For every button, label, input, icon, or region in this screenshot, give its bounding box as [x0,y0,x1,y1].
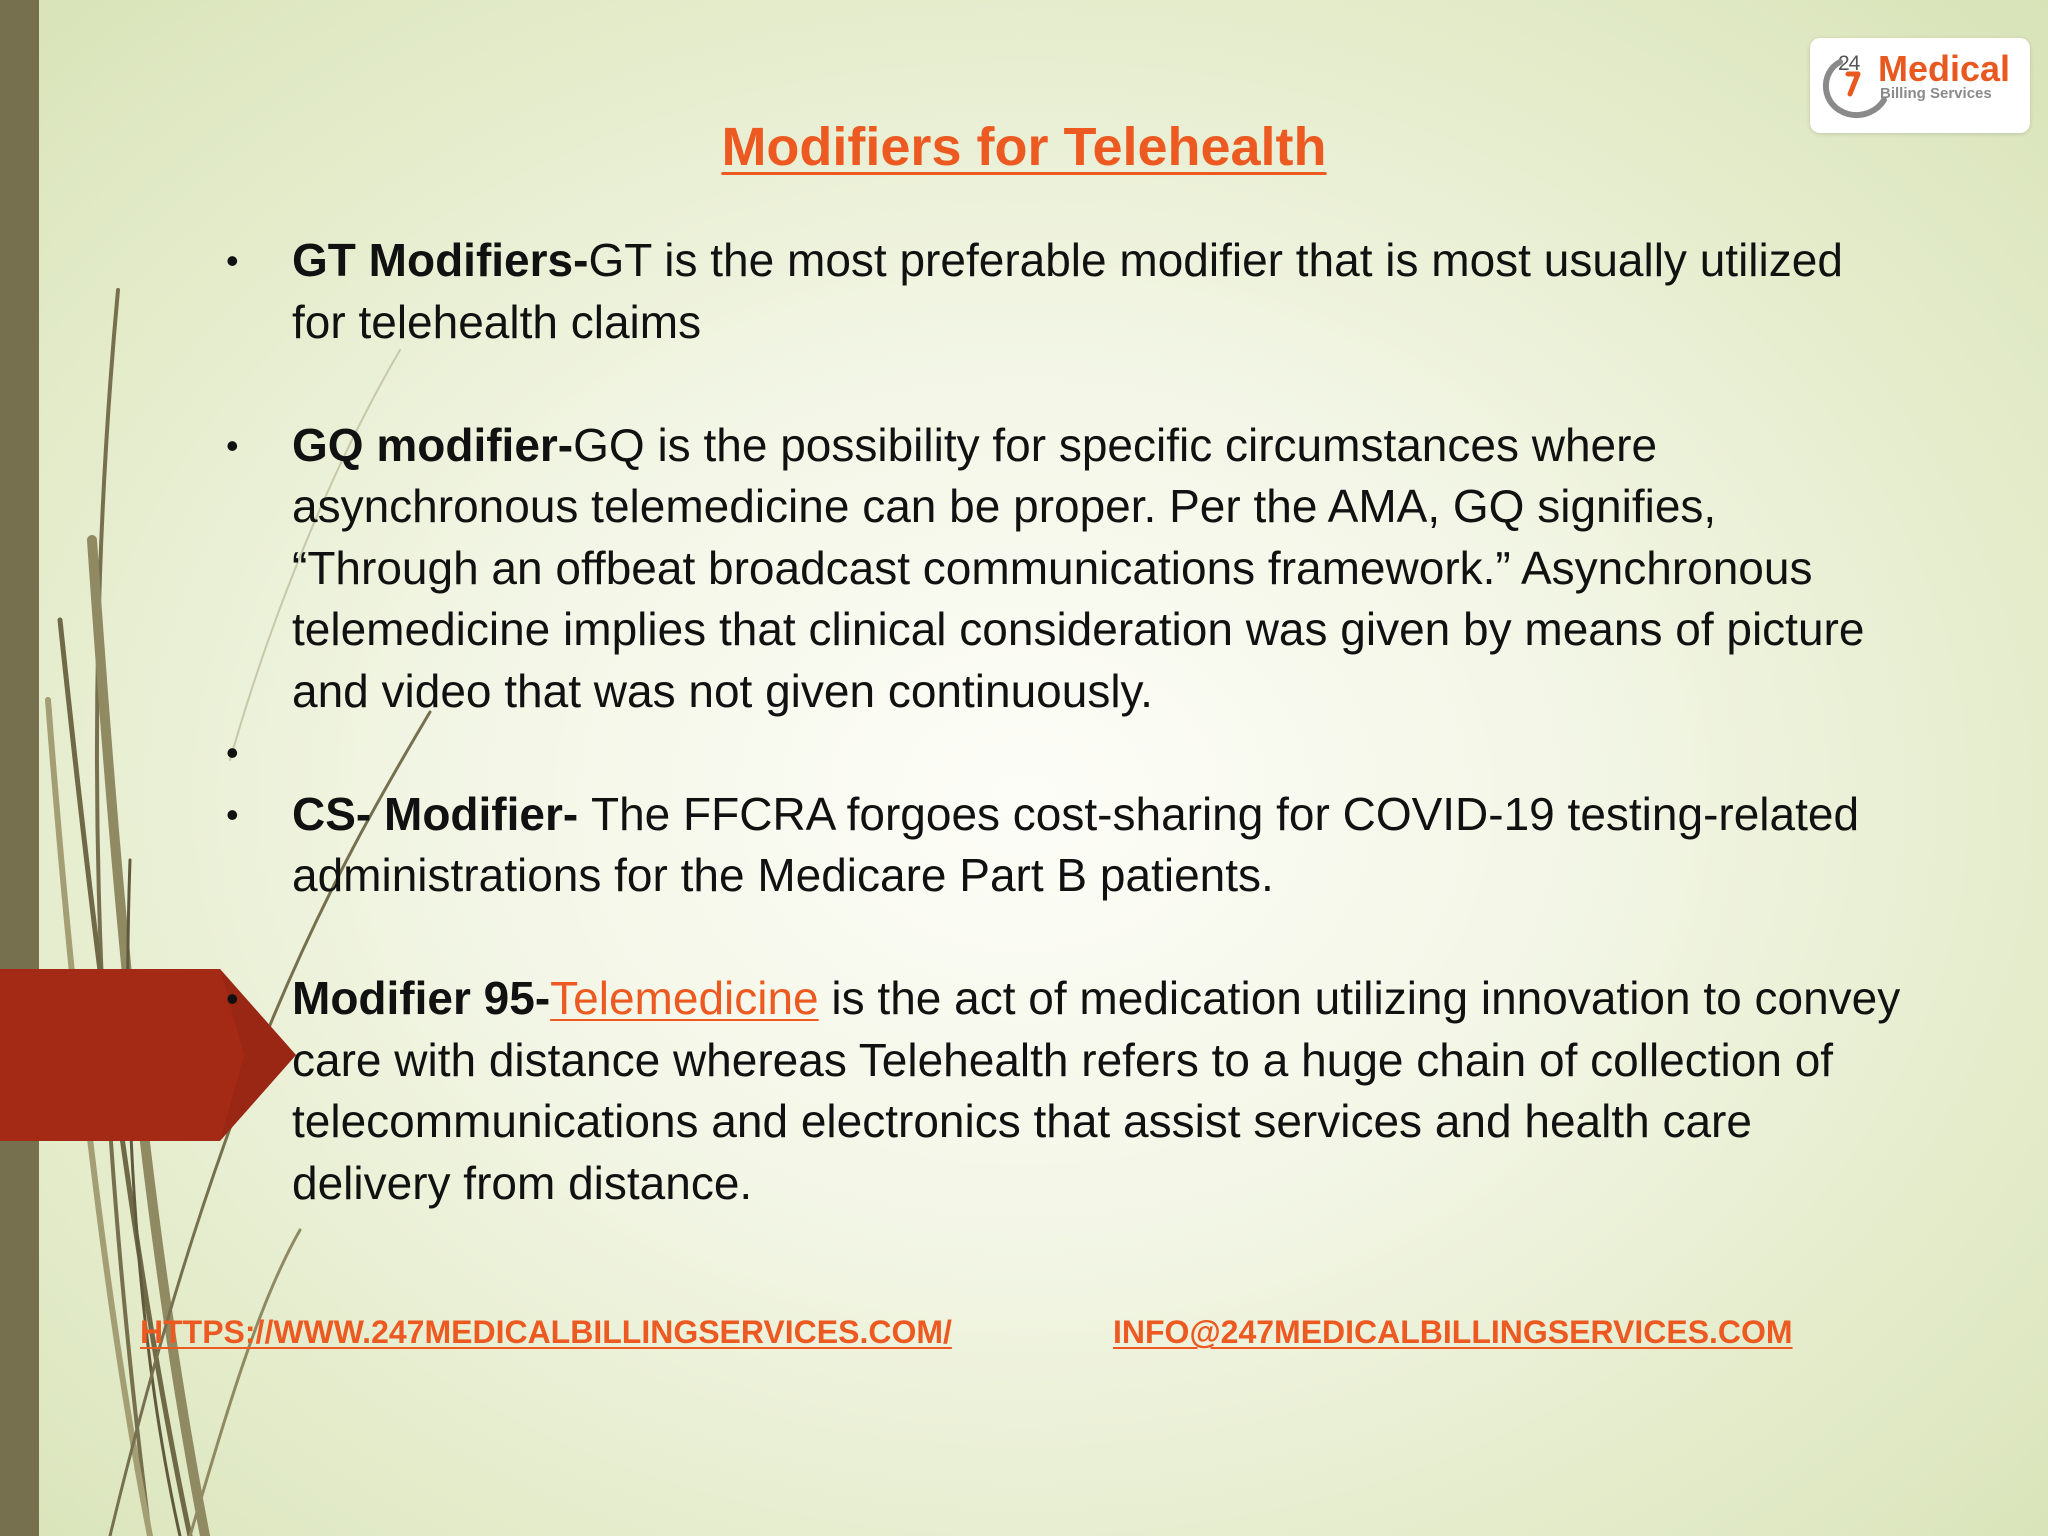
bullet-list [222,230,1902,1214]
bullet-gq-modifier [222,415,1902,723]
logo-subtitle: Billing Services [1880,85,1992,102]
bullet-empty [222,722,1902,784]
website-link[interactable]: HTTPS://WWW.247MEDICALBILLINGSERVICES.COM/ [140,1314,952,1350]
bullet-term: GQ modifier- [292,418,574,471]
bullet-cs-modifier [222,784,1902,907]
bullet-term: Modifier 95- [292,972,551,1024]
telemedicine-link[interactable]: Telemedicine [550,972,819,1024]
email-link[interactable]: INFO@247MEDICALBILLINGSERVICES.COM [1113,1314,1793,1350]
bullet-text: is the act of medication utilizing innovation to convey care with distance whereas Telehealth refers to a huge chain of collection of telecommunications and electronics that assist services and health care delivery from distance. [292,972,1901,1209]
slide-title: Modifiers for Telehealth [721,117,1327,177]
bullet-text: The FFCRA forgoes cost-sharing for COVID-19 testing-related administrations for the Medicare Part B patients. [292,787,1860,901]
bullet-term: CS- Modifier- [292,787,591,840]
bullet-term: GT Modifiers- [292,234,589,286]
bullet-text: GT is the most preferable modifier that is most usually utilized for telehealth claims [292,234,1843,348]
logo-number: 24 [1838,52,1860,75]
bullet-gt-modifier [222,230,1902,353]
bullet-modifier-95 [222,968,1902,1214]
streak-line [190,1230,300,1536]
logo-name: Medical [1878,48,2011,89]
bullet-text: GQ is the possibility for specific circumstances where asynchronous telemedicine can be proper. Per the AMA, GQ signifies, “Through an offbeat broadcast communications framework.” Asynchronous telemedicine implies that clinical consideration was given by means of picture and video that was not given continuously. [292,418,1865,717]
